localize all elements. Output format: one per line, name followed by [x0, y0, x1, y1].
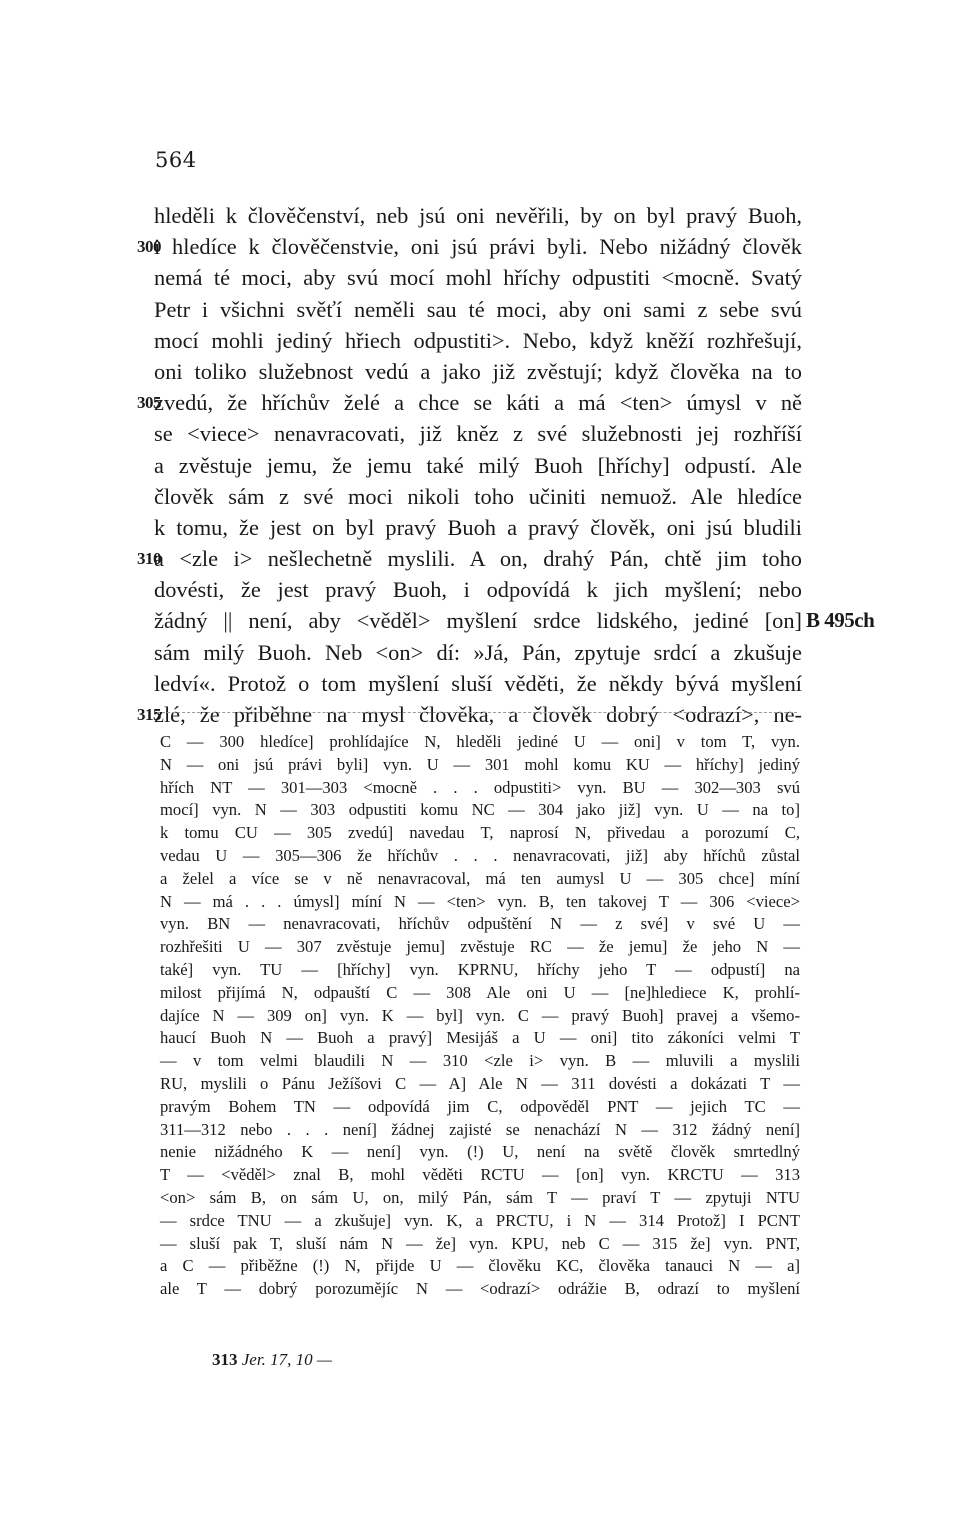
apparatus-line: N — má . . . úmysl] míní N — <ten> vyn. B, ten takovej T — 306 <viece>: [160, 891, 800, 911]
apparatus-line: k tomu CU — 305 zvedú] navedau T, naprosí N, přivedau a porozumí C,: [160, 823, 800, 843]
text-line: sám milý Buoh. Neb <on> dí: »Já, Pán, zpytuje srdcí a zkušuje: [154, 639, 802, 665]
text-line: 310 a <zle i> nešlechetně myslili. A on, drahý Pán, chtě jim toho: [154, 543, 802, 574]
text-line: ledví«. Protož o tom myšlení sluší věděti, že někdy bývá myšlení: [154, 670, 802, 696]
apparatus-line: — srdce TNU — a zkušuje] vyn. K, a PRCTU, i N — 314 Protož] I PCNT: [160, 1210, 800, 1230]
apparatus-line: a želel a více se v ně nenavracoval, má ten aumysl U — 305 chce] míní: [160, 868, 800, 888]
apparatus-line: mocí] vyn. N — 303 odpustiti komu NC — 304 jako již] vyn. U — na to]: [160, 800, 800, 820]
apparatus-line: haucí Buoh N — Buoh a pravý] Mesijáš a U — oni] tito zákoníci velmi T: [160, 1028, 800, 1048]
text-line: nemá té moci, aby svú mocí mohl hříchy odpustiti <mocně. Svatý: [154, 265, 802, 291]
text-line: 300 i hledíce k člověčenstvie, oni jsú právi byli. Nebo nižádný člověk: [154, 231, 802, 262]
line-number: 315: [137, 705, 161, 724]
apparatus-line: — v tom velmi blaudili N — 310 <zle i> vyn. B — mluvili a myslili: [160, 1051, 800, 1071]
apparatus-line: 311—312 nebo . . . není] žádnej zajisté se nenachází N — 312 žádný není]: [160, 1119, 800, 1139]
text-line: se <viece> nenavracovati, již kněz z své služebnosti jej rozhříší: [154, 421, 802, 447]
critical-apparatus: [160, 731, 800, 1301]
text-line: 315 zlé, že přiběhne na mysl člověka, a člověk dobrý <odrazí>, ne-: [154, 699, 802, 730]
main-text: [137, 200, 875, 730]
apparatus-line: vedau U — 305—306 že hříchův . . . nenavracovati, již] aby hříchů zůstal: [160, 845, 800, 865]
apparatus-line: hřích NT — 301—303 <mocně . . . odpustiti> vyn. BU — 302—303 svú: [160, 777, 800, 797]
apparatus-separator: [157, 712, 797, 713]
apparatus-line: RU, myslili o Pánu Ježíšovi C — A] Ale N — 311 dovésti a dokázati T —: [160, 1073, 800, 1093]
text-line: k tomu, že jest on byl pravý Buoh a pravý člověk, oni jsú bludili: [154, 514, 802, 540]
text-line: oni toliko služebnost vedú a jako již zvěstují; když člověka na to: [154, 358, 802, 384]
line-number: 305: [137, 393, 161, 413]
text-line: člověk sám z své moci nikoli toho učiniti nemuož. Ale hledíce: [154, 483, 802, 509]
text-line: žádný || není, aby <věděl> myšlení srdce lidského, jediné [on] B 495ch: [154, 605, 802, 636]
text-line: 305 zvedú, že hříchův želé a chce se káti a má <ten> úmysl v ně: [154, 387, 802, 418]
apparatus-line: a C — přiběžne (!) N, přijde U — člověku KC, člověka tanauci N — a]: [160, 1256, 800, 1276]
apparatus-line: vyn. BN — nenavracovati, hříchův odpuštění N — z své] v své U —: [160, 914, 800, 934]
apparatus-line: N — oni jsú právi byli] vyn. U — 301 mohl komu KU — hříchy] jediný: [160, 754, 800, 774]
apparatus-line: milost přijímá N, odpauští C — 308 Ale oni U — [ne]hlediece K, prohlí-: [160, 982, 800, 1002]
text-line: mocí mohli jediný hřiech odpustiti>. Nebo, když kněží rozhřešují,: [154, 327, 802, 353]
apparatus-line: rozhřešiti U — 307 zvěstuje jemu] zvěstuje RC — že jemu] že jeho N —: [160, 937, 800, 957]
apparatus-line: pravým Bohem TN — odpovídá jim C, odpověděl PNT — jejich TC —: [160, 1096, 800, 1116]
apparatus-line: nenie nižádného K — není] vyn. (!) U, není na světě člověk smrtedlný: [160, 1142, 800, 1162]
apparatus-line: — sluší pak T, sluší nám N — že] vyn. KPU, neb C — 315 že] vyn. PNT,: [160, 1233, 800, 1253]
biblical-footnote: [212, 1350, 332, 1370]
text-line: a zvěstuje jemu, že jemu také milý Buoh [hříchy] odpustí. Ale: [154, 452, 802, 478]
apparatus-line: C — 300 hledíce] prohlídajíce N, hleděli jediné U — oni] v tom T, vyn.: [160, 732, 800, 751]
apparatus-line: dajíce N — 309 on] vyn. K — byl] vyn. C — pravý Buoh] pravej a všemo-: [160, 1005, 800, 1025]
line-number: 310: [137, 549, 161, 569]
margin-reference: B 495ch: [806, 608, 875, 633]
apparatus-line: T — <věděl> znal B, mohl věděti RCTU — [on] vyn. KRCTU — 313: [160, 1165, 800, 1185]
line-number: 300: [137, 237, 161, 257]
footnote-reference: Jer. 17, 10 —: [241, 1350, 332, 1369]
footnote-line-number: 313: [212, 1350, 238, 1369]
text-line: Petr i všichni svěťí neměli sau té moci, aby oni sami z sebe svú: [154, 296, 802, 322]
text-line: hleděli k člověčenství, neb jsú oni nevěřili, by on byl pravý Buoh,: [154, 203, 802, 228]
text-line: dovésti, že jest pravý Buoh, i odpovídá k jich myšlení; nebo: [154, 577, 802, 603]
apparatus-line: také] vyn. TU — [hříchy] vyn. KPRNU, hříchy jeho T — odpustí] na: [160, 959, 800, 979]
apparatus-line: ale T — dobrý porozumějíc N — <odrazí> odrážie B, odrazí to myšlení: [160, 1279, 800, 1299]
apparatus-line: <on> sám B, on sám U, on, milý Pán, sám T — praví T — zpytuji NTU: [160, 1187, 800, 1207]
page-number: 564: [155, 148, 197, 172]
